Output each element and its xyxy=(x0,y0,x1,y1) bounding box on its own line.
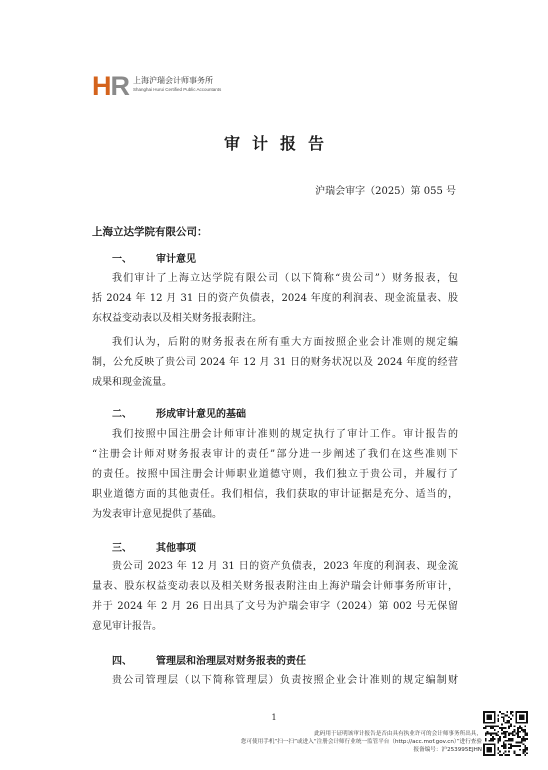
section-number: 四、 xyxy=(112,656,132,667)
section-heading-1 xyxy=(112,250,196,265)
text-line: 为发表审计意见提供了基础。 xyxy=(92,509,222,520)
verification-note xyxy=(241,730,482,754)
logo-mark-h: H xyxy=(92,71,111,101)
hr-logo-mark xyxy=(92,72,129,100)
text-line: 我们认为，后附的财务报表在所有重大方面按照企业会计准则的规定编 xyxy=(112,337,458,348)
text-line: 的责任。按照中国注册会计师职业道德守则，我们独立于贵公司，并履行了 xyxy=(92,469,458,480)
text-line: 量表、股东权益变动表以及相关财务报表附注由上海沪瑞会计师事务所审计， xyxy=(92,581,458,592)
text-line: 制，公允反映了贵公司 2024 年 12 月 31 日的财务状况以及 2024 年度的经营 xyxy=(92,357,458,368)
text-line: 并于 2024 年 2 月 26 日出具了文号为沪瑞会审字（2024）第 002 号无保留 xyxy=(92,601,458,612)
section-number: 一、 xyxy=(112,254,132,265)
page-number: 1 xyxy=(271,713,277,722)
paragraph-audit-opinion-2 xyxy=(92,333,458,393)
document-title: 审计报告 xyxy=(223,134,336,153)
text-line: 括 2024 年 12 月 31 日的资产负债表，2024 年度的利润表、现金流量表、股 xyxy=(92,293,458,304)
text-line: 东权益变动表以及相关财务报表附注。 xyxy=(92,313,262,324)
text-line: 贵公司管理层（以下简称管理层）负责按照企业会计准则的规定编制财 xyxy=(112,675,458,686)
section-heading-3 xyxy=(112,539,196,554)
logo-mark-r: R xyxy=(110,71,129,101)
firm-logo xyxy=(92,72,221,100)
text-line: 我们审计了上海立达学院有限公司（以下简称“贵公司”）财务报表，包 xyxy=(112,273,458,284)
paragraph-management-responsibility xyxy=(92,671,458,691)
firm-name-en: Shanghai Hurui Certified Public Accountants xyxy=(133,87,222,92)
paragraph-other-matters xyxy=(92,557,458,637)
section-number: 二、 xyxy=(112,409,132,420)
text-line: 贵公司 2023 年 12 月 31 日的资产负债表，2023 年度的利润表、现金流 xyxy=(112,561,458,572)
paragraph-basis-for-opinion xyxy=(92,425,458,525)
section-title: 审计意见 xyxy=(156,254,196,265)
text-line: 意见审计报告。 xyxy=(92,621,162,632)
verification-note-line: 报备编号：沪253995EJHN xyxy=(413,747,482,753)
paragraph-audit-opinion-1 xyxy=(92,269,458,329)
firm-name-cn: 上海沪瑞会计师事务所 xyxy=(133,76,213,85)
verification-note-line: 此码用于证明该审计报告是否由具有执业许可的会计师事务所出具， xyxy=(314,731,482,737)
section-title: 其他事项 xyxy=(156,543,196,554)
addressee: 上海立达学院有限公司： xyxy=(92,226,208,238)
section-title: 管理层和治理层对财务报表的责任 xyxy=(156,656,306,667)
text-line: 职业道德方面的其他责任。我们相信，我们获取的审计证据是充分、适当的， xyxy=(92,489,458,500)
section-heading-2 xyxy=(112,405,246,420)
logo-text xyxy=(133,72,221,94)
section-number: 三、 xyxy=(112,543,132,554)
verification-note-line: 您可使用手机“扫一扫”或进入“注册会计师行业统一监管平台（http://acc.mof.gov.cn）”进行查验 xyxy=(240,739,482,745)
section-title: 形成审计意见的基础 xyxy=(156,409,246,420)
text-line: 成果和现金流量。 xyxy=(92,377,172,388)
section-heading-4 xyxy=(112,652,306,667)
text-line: 我们按照中国注册会计师审计准则的规定执行了审计工作。审计报告的 xyxy=(112,429,458,440)
text-line: “注册会计师对财务报表审计的责任”部分进一步阐述了我们在这些准则下 xyxy=(92,449,458,460)
verification-qr-code[interactable] xyxy=(483,711,528,756)
report-reference-number: 沪瑞会审字（2025）第 055 号 xyxy=(315,186,456,197)
